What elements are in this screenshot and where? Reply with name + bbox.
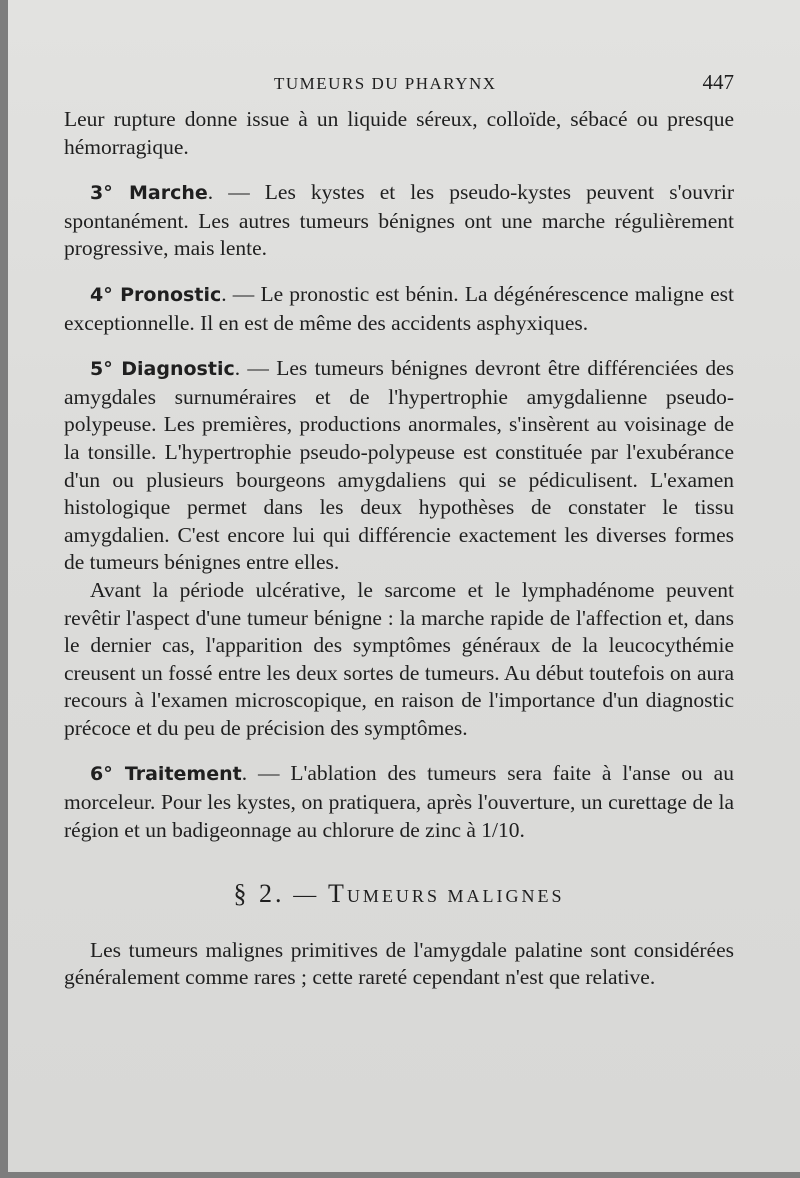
paragraph-text: . — Le pronostic est bénin. La dégénérescence maligne est exceptionnelle. Il en est de même des accidents asphyxiques. [64, 281, 734, 335]
paragraph-pronostic [64, 281, 734, 337]
section-title-initial: T [328, 879, 347, 909]
paragraph-text: . — Les tumeurs bénignes devront être différenciées des amygdales surnuméraires et de l'hypertrophie amygdalienne pseudo-polypeuse. Les premières, productions anormales, s'insèrent au voisinage de la tonsille. L'hypertrophie pseudo-polypeuse est constituée par l'exubérance d'un ou plusieurs bourgeons amygdaliens qui se pédiculisent. L'examen histologique permet dans les deux hypothèses de constater le tissu amygdalien. C'est encore lui qui différencie exactement les diverses formes de tumeurs bénignes entre elles. [64, 356, 734, 575]
paragraph-text: . — L'ablation des tumeurs sera faite à l'anse ou au morceleur. Pour les kystes, on pratiquera, après l'ouverture, un curettage de la région et un badigeonnage au chlorure de zinc à 1/10. [64, 761, 734, 842]
running-header [64, 66, 734, 106]
section-title [64, 880, 734, 911]
paragraph: Leur rupture donne issue à un liquide séreux, colloïde, sébacé ou presque hémorragique. [64, 107, 734, 159]
section-title-rest: UMEURS MALIGNES [346, 886, 565, 907]
body-text [64, 106, 734, 992]
book-page [8, 0, 800, 1172]
section-heading: 3° Marche [90, 182, 208, 205]
page-number: 447 [702, 70, 734, 94]
section-heading: 4° Pronostic [90, 283, 222, 306]
section-heading: 5° Diagnostic [90, 358, 235, 381]
paragraph-traitement [64, 760, 734, 844]
paragraph-text: . — Les kystes et les pseudo-kystes peuvent s'ouvrir spontanément. Les autres tumeurs bénignes ont une marche régulièrement progressive, mais lente. [64, 180, 734, 261]
section-dash: — [293, 882, 320, 908]
closing-paragraph: Les tumeurs malignes primitives de l'amygdale palatine sont considérées généralement comme rares ; cette rareté cependant n'est que relative. [64, 937, 734, 990]
section-number: § 2. [233, 879, 285, 909]
running-title: TUMEURS DU PHARYNX [274, 74, 497, 93]
paragraph: Avant la période ulcérative, le sarcome et le lymphadénome peuvent revêtir l'aspect d'une tumeur bénigne : la marche rapide de l'affection et, dans le dernier cas, l'apparition des symptômes généraux de la leucocythémie creusent un fossé entre les deux sortes de tumeurs. Au début toutefois on aura recours à l'examen microscopique, en raison de l'importance d'un diagnostic précoce et du peu de précision des symptômes. [64, 577, 734, 740]
paragraph-diagnostic [64, 355, 734, 577]
section-heading: 6° Traitement [90, 763, 242, 786]
paragraph-marche [64, 179, 734, 263]
